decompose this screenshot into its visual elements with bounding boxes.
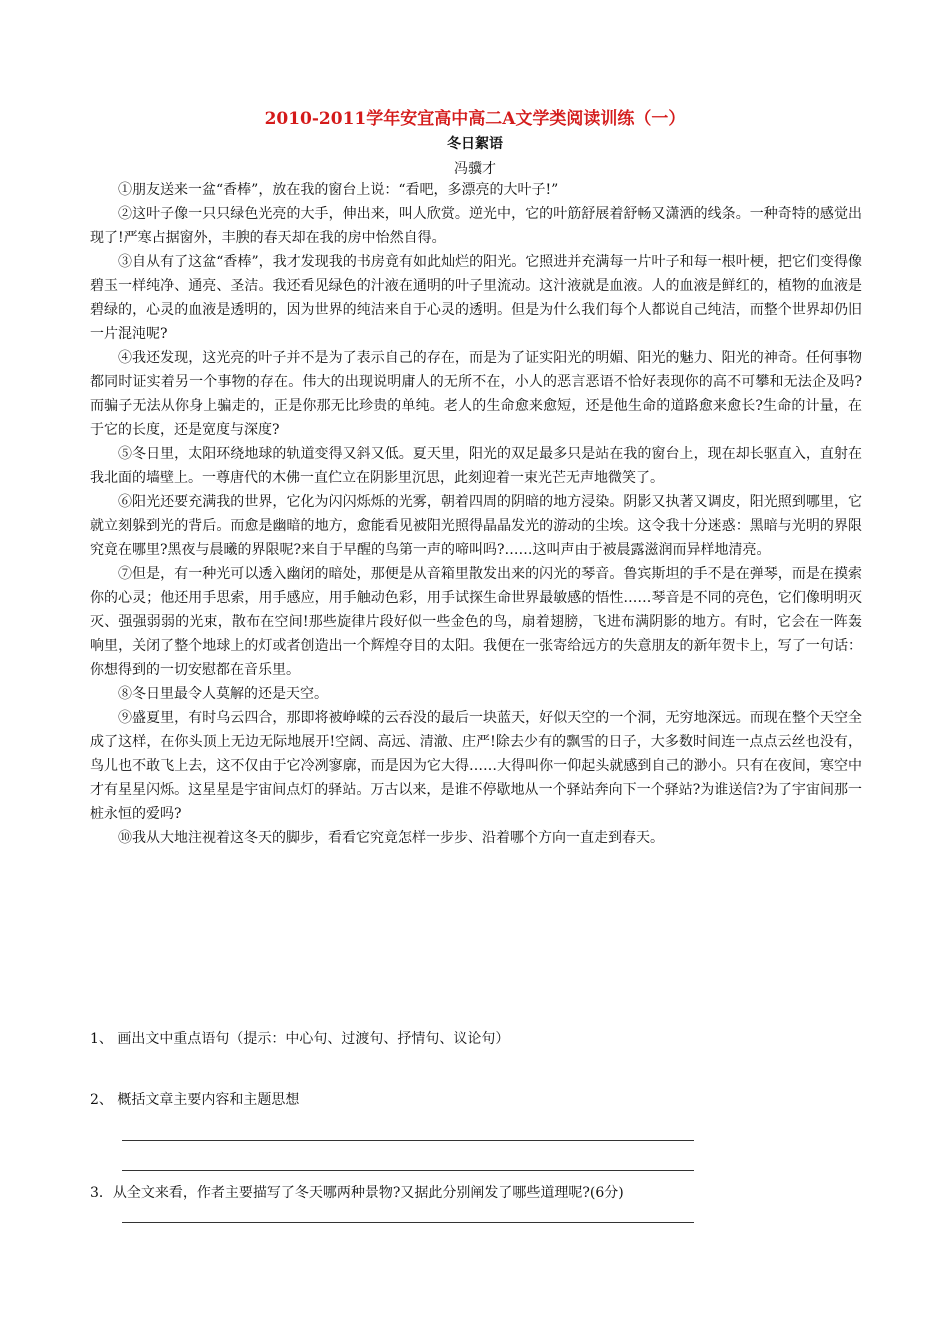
- paragraph-3: ③自从有了这盆“香棒”，我才发现我的书房竟有如此灿烂的阳光。它照进并充满每一片叶子和每一根叶梗，把它们变得像碧玉一样纯净、通亮、圣洁。我还看见绿色的汁液在通明的叶子里流动。这汁液就是血液。人的血液是鲜红的，植物的血液是碧绿的，心灵的血液是透明的，因为世界的纯洁来自于心灵的透明。但是为什么我们每个人都说自己纯洁，而整个世界却仍旧一片混沌呢?: [90, 254, 862, 342]
- paragraph-6: ⑥阳光还要充满我的世界，它化为闪闪烁烁的光雾，朝着四周的阴暗的地方浸染。阴影又执著又调皮，阳光照到哪里，它就立刻躲到光的背后。而愈是幽暗的地方，愈能看见被阳光照得晶晶发光的游动的尘埃。这令我十分迷惑：黑暗与光明的界限究竟在哪里?黑夜与晨曦的界限呢?来自于早醒的鸟第一声的啼叫吗?……这叫声由于被晨露滋润而异样地清亮。: [90, 494, 862, 558]
- essay-author: 冯骥才: [454, 161, 496, 177]
- question-2: 2、 概括文章主要内容和主题思想: [90, 1092, 300, 1108]
- paragraph-10: ⑩我从大地注视着这冬天的脚步，看看它究竟怎样一步步、沿着哪个方向一直走到春天。: [118, 830, 664, 846]
- paragraph-8: ⑧冬日里最令人莫解的还是天空。: [118, 686, 328, 702]
- answer-line[interactable]: [122, 1140, 694, 1141]
- essay-title: 冬日絮语: [447, 136, 503, 152]
- document-title: 2010-2011学年安宜高中高二A文学类阅读训练（一）: [264, 109, 686, 129]
- paragraph-1: ①朋友送来一盆“香棒”，放在我的窗台上说：“看吧，多漂亮的大叶子!”: [118, 182, 559, 198]
- paragraph-2: ②这叶子像一只只绿色光亮的大手，伸出来，叫人欣赏。逆光中，它的叶筋舒展着舒畅又潇洒的线条。一种奇特的感觉出现了!严寒占据窗外，丰腴的春天却在我的房中怡然自得。: [90, 206, 862, 246]
- question-3: 3．从全文来看，作者主要描写了冬天哪两种景物?又据此分别阐发了哪些道理呢?(6分): [90, 1185, 624, 1201]
- paragraph-5: ⑤冬日里，太阳环绕地球的轨道变得又斜又低。夏天里，阳光的双足最多只是站在我的窗台上，现在却长驱直入，直射在我北面的墙壁上。一尊唐代的木佛一直伫立在阴影里沉思，此刻迎着一束光芒无声地微笑了。: [90, 446, 862, 486]
- answer-line[interactable]: [122, 1170, 694, 1171]
- question-1: 1、 画出文中重点语句（提示：中心句、过渡句、抒情句、议论句）: [90, 1031, 510, 1047]
- answer-line[interactable]: [122, 1222, 694, 1223]
- essay-body: [90, 178, 862, 850]
- paragraph-4: ④我还发现，这光亮的叶子并不是为了表示自己的存在，而是为了证实阳光的明媚、阳光的魅力、阳光的神奇。任何事物都同时证实着另一个事物的存在。伟大的出现说明庸人的无所不在，小人的恶言恶语不恰好表现你的高不可攀和无法企及吗?而骗子无法从你身上骗走的，正是你那无比珍贵的单纯。老人的生命愈来愈短，还是他生命的道路愈来愈长?生命的计量，在于它的长度，还是宽度与深度?: [90, 350, 862, 438]
- paragraph-9: ⑨盛夏里，有时乌云四合，那即将被峥嵘的云吞没的最后一块蓝天，好似天空的一个洞，无穷地深远。而现在整个天空全成了这样，在你头顶上无边无际地展开!空阔、高远、清澈、庄严!除去少有的飘雪的日子，大多数时间连一点点云丝也没有，鸟儿也不敢飞上去，这不仅由于它冷冽寥廓，而是因为它大得……大得叫你一仰起头就感到自己的渺小。只有在夜间，寒空中才有星星闪烁。这星星是宇宙间点灯的驿站。万古以来，是谁不停歇地从一个驿站奔向下一个驿站?为谁送信?为了宇宙间那一桩永恒的爱吗?: [90, 710, 862, 822]
- paragraph-7: ⑦但是，有一种光可以透入幽闭的暗处，那便是从音箱里散发出来的闪光的琴音。鲁宾斯坦的手不是在弹琴，而是在摸索你的心灵；他还用手思索，用手感应，用手触动色彩，用手试探生命世界最敏感的悟性……琴音是不同的亮色，它们像明明灭灭、强强弱弱的光束，散布在空间!那些旋律片段好似一些金色的鸟，扇着翅膀，飞进布满阴影的地方。有时，它会在一阵轰响里，关闭了整个地球上的灯或者创造出一个辉煌夺目的太阳。我便在一张寄给远方的失意朋友的新年贺卡上，写了一句话： 你想得到的一切安慰都在音乐里。: [90, 566, 862, 678]
